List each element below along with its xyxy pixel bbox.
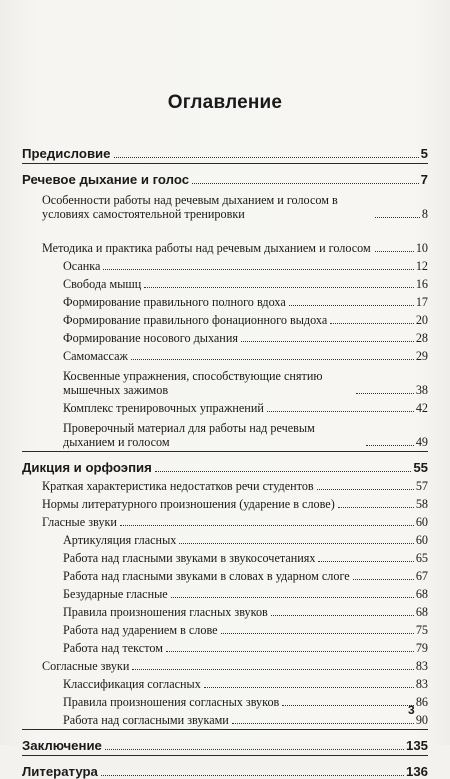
toc-page-number: 42 (415, 401, 428, 415)
toc-page-number: 55 (413, 460, 428, 475)
toc-entry-label: Краткая характеристика недостатков речи студентов (42, 479, 314, 493)
divider (22, 755, 428, 756)
toc-page-number: 67 (415, 569, 428, 583)
leader-dots (120, 525, 414, 526)
toc-entry-label: Самомассаж (63, 349, 128, 363)
toc-entry-label: Формирование носового дыхания (63, 331, 238, 345)
leader-dots (204, 687, 414, 688)
toc-page-number: 65 (415, 551, 428, 565)
toc-entry-chapter-2[interactable] (22, 455, 428, 475)
toc-entry[interactable] (22, 547, 428, 565)
leader-dots (375, 251, 414, 252)
toc-entry[interactable] (22, 221, 428, 255)
toc-page-number: 10 (415, 241, 428, 255)
page-number: 3 (408, 703, 415, 717)
leader-dots (338, 507, 414, 508)
toc-page-number: 29 (415, 349, 428, 363)
toc-entry[interactable] (22, 511, 428, 529)
toc-page-number: 7 (420, 172, 428, 187)
toc-entry-label: Дикция и орфоэпия (22, 460, 152, 475)
leader-dots (114, 157, 419, 158)
leader-dots (131, 359, 414, 360)
toc-entry[interactable] (22, 565, 428, 583)
leader-dots (282, 705, 414, 706)
toc-entry-label: Классификация согласных (63, 677, 201, 691)
leader-dots (330, 323, 414, 324)
toc-entry[interactable] (22, 397, 428, 415)
toc-page-number: 28 (415, 331, 428, 345)
toc-entry-label: Гласные звуки (42, 515, 117, 529)
leader-dots (271, 615, 414, 616)
toc-page-number: 79 (415, 641, 428, 655)
leader-dots (179, 543, 413, 544)
toc-entry-label: Работа над ударением в слове (63, 623, 218, 637)
toc-entry-label: Заключение (22, 738, 102, 753)
toc-entry[interactable] (22, 601, 428, 619)
toc-entry-label: Свобода мышц (63, 277, 142, 291)
leader-dots (241, 341, 414, 342)
toc-page-number: 17 (415, 295, 428, 309)
toc-entry[interactable] (22, 309, 428, 327)
leader-dots (353, 579, 414, 580)
divider (22, 729, 428, 730)
leader-dots (317, 489, 414, 490)
leader-dots (366, 445, 414, 446)
leader-dots (105, 749, 404, 750)
toc-page-number: 136 (405, 764, 428, 779)
leader-dots (375, 217, 420, 218)
toc-entry[interactable] (22, 327, 428, 345)
toc-entry[interactable] (22, 637, 428, 655)
divider (22, 163, 428, 164)
toc-page-number: 135 (405, 738, 428, 753)
toc-page-number: 68 (415, 587, 428, 601)
toc-entry-label: Безударные гласные (63, 587, 168, 601)
leader-dots (289, 305, 414, 306)
toc-entry-label: Артикуляция гласных (63, 533, 177, 547)
toc-entry-label: Работа над гласными звуками в звукосочетаниях (63, 551, 316, 565)
toc-entry-label: Нормы литературного произношения (ударение в слове) (42, 497, 335, 511)
toc-entry-label: Формирование правильного фонационного выдоха (63, 313, 328, 327)
leader-dots (192, 183, 419, 184)
toc-entry[interactable] (22, 291, 428, 309)
toc-entry-label: Методика и практика работы над речевым дыханием и голосом (42, 241, 371, 255)
toc-entry-label: Работа над гласными звуками в словах в ударном слоге (63, 569, 350, 583)
toc-entry[interactable] (22, 475, 428, 493)
toc-entry[interactable] (22, 529, 428, 547)
toc-entry[interactable] (22, 583, 428, 601)
toc-page-number: 75 (415, 623, 428, 637)
toc-entry-label: Согласные звуки (42, 659, 130, 673)
toc-entry-label: Работа над согласными звуками (63, 713, 229, 727)
toc-page-number: 12 (415, 259, 428, 273)
leader-dots (221, 633, 414, 634)
toc-page-number: 16 (415, 277, 428, 291)
leader-dots (101, 775, 404, 776)
toc-page-number: 49 (415, 435, 428, 449)
toc-page-number: 38 (415, 383, 428, 397)
toc-page-number: 60 (415, 533, 428, 547)
page-title: Оглавление (167, 92, 283, 113)
toc-page-number: 68 (415, 605, 428, 619)
toc-entry[interactable] (22, 363, 428, 397)
leader-dots (166, 651, 414, 652)
toc-entry-chapter-1[interactable] (22, 167, 428, 187)
toc-entry-label: Литература (22, 764, 98, 779)
toc-entry-label: Речевое дыхание и голос (22, 172, 190, 187)
toc-entry-label: Особенности работы над речевым дыханием и голосом в условиях самостоятельной тренировки (42, 193, 338, 221)
toc-entry[interactable] (22, 655, 428, 673)
toc-page-number: 20 (415, 313, 428, 327)
toc-page-number: 83 (415, 659, 428, 673)
toc-entry-literature[interactable] (22, 759, 428, 779)
toc-entry[interactable] (22, 619, 428, 637)
leader-dots (356, 393, 414, 394)
leader-dots (171, 597, 414, 598)
toc-entry-label: Правила произношения гласных звуков (63, 605, 268, 619)
toc-entry[interactable] (22, 255, 428, 273)
toc-entry[interactable] (22, 493, 428, 511)
leader-dots (103, 269, 413, 270)
toc-entry[interactable] (22, 415, 428, 449)
toc-entry-label: Косвенные упражнения, способствующие снятию мышечных зажимов (63, 369, 323, 397)
toc-page-number: 83 (415, 677, 428, 691)
divider (22, 451, 428, 452)
toc-page-number: 57 (415, 479, 428, 493)
toc-page-number: 86 (415, 695, 428, 709)
leader-dots (132, 669, 413, 670)
toc-entry-label: Формирование правильного полного вдоха (63, 295, 286, 309)
toc-entry-label: Осанка (63, 259, 101, 273)
toc-entry-label: Правила произношения согласных звуков (63, 695, 280, 709)
toc-entry[interactable] (22, 187, 428, 221)
toc-page-number: 58 (415, 497, 428, 511)
toc-entry-label: Комплекс тренировочных упражнений (63, 401, 264, 415)
toc-page-number: 90 (415, 713, 428, 727)
leader-dots (155, 471, 411, 472)
toc-entry-preface[interactable] (22, 141, 428, 161)
leader-dots (267, 411, 414, 412)
leader-dots (318, 561, 413, 562)
toc-page-number: 5 (420, 146, 428, 161)
leader-dots (232, 723, 414, 724)
toc-entry-label: Проверочный материал для работы над речевым дыханием и голосом (63, 421, 315, 449)
toc-entry[interactable] (22, 273, 428, 291)
leader-dots (144, 287, 414, 288)
toc-entry-label: Предисловие (22, 146, 111, 161)
table-of-contents (22, 141, 428, 779)
toc-entry[interactable] (22, 673, 428, 691)
toc-page-number: 8 (421, 207, 428, 221)
toc-entry-conclusion[interactable] (22, 733, 428, 753)
toc-entry-label: Работа над текстом (63, 641, 163, 655)
toc-entry[interactable] (22, 709, 428, 727)
toc-entry[interactable] (22, 691, 428, 709)
toc-entry[interactable] (22, 345, 428, 363)
toc-page-number: 60 (415, 515, 428, 529)
